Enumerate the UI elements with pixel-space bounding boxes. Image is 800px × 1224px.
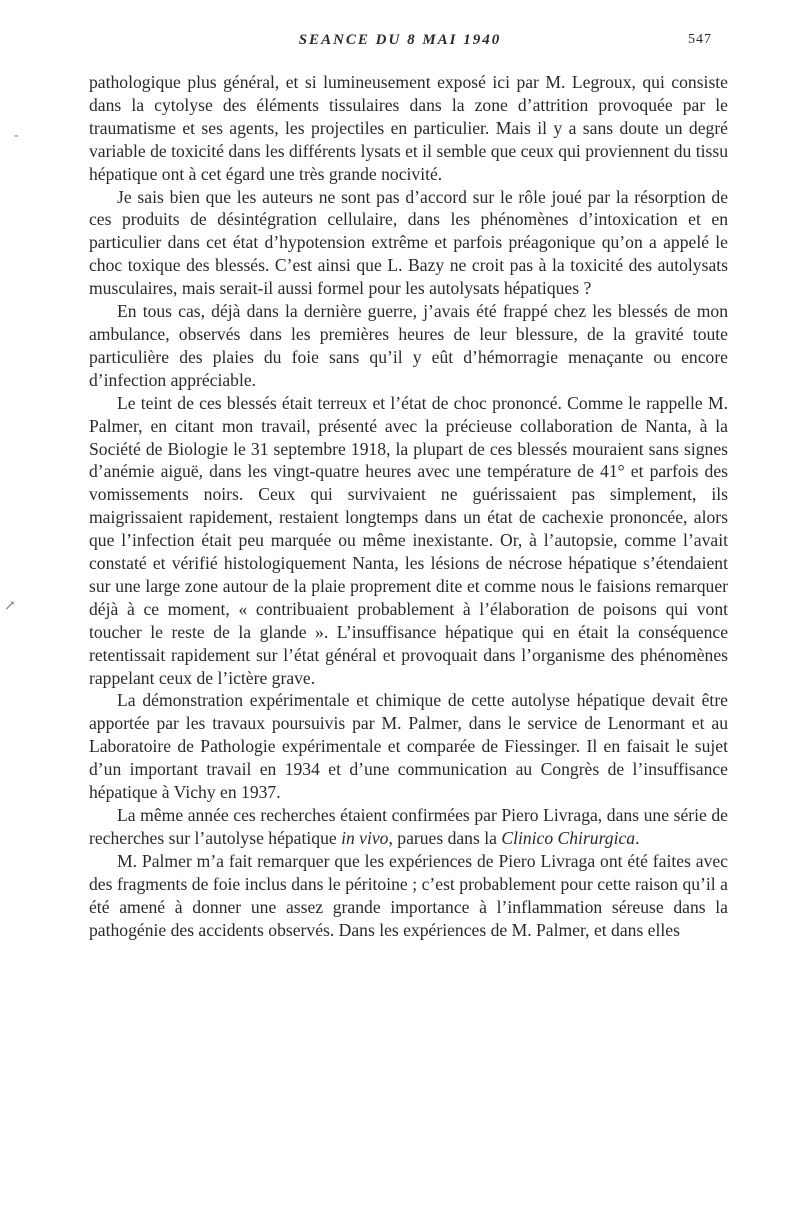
page-number: 547 xyxy=(688,32,712,47)
running-head: SEANCE DU 8 MAI 1940 xyxy=(298,32,502,48)
paragraph-3: En tous cas, déjà dans la dernière guerre, j’avais été frappé chez les blessés de mon ambulance, observés dans les premières heures de leur blessure, de la gravité toute particulière des plaies du foie sans qu’il y eût d’hémorragie menaçante ou encore d’infection appréciable. xyxy=(89,301,728,390)
article-body xyxy=(89,71,728,941)
paragraph-7: M. Palmer m’a fait remarquer que les expériences de Piero Livraga ont été faites avec des fragments de foie inclus dans le péritoine ; c’est probablement pour cette raison qu’il a été amené à donner une assez grande importance à l’inflammation séreuse dans la pathogénie des accidents observés. Dans les expériences de M. Palmer, et dans elles xyxy=(89,850,728,940)
paragraph-4: Le teint de ces blessés était terreux et l’état de choc prononcé. Comme le rappelle M. Palmer, en citant mon travail, présenté avec la précieuse collaboration de Nanta, à la Société de Biologie le 31 septembre 1918, la plupart de ces blessés mouraient sans signes d’anémie aiguë, dans les vingt-quatre heures avec une température de 41° et parfois des vomissements noirs. Ceux qui survivaient ne guérissaient pas simplement, ils maigrissaient rapidement, restaient longtemps dans un état de cachexie prononcée, alors que l’infection était peu marquée ou même inexistante. Or, à l’autopsie, comme l’avait constaté et vérifié histologiquement Nanta, les lésions de nécrose hépatique s’étendaient sur une large zone autour de la plaie proprement dite et comme nous le faisions remarquer déjà à ce moment, « contribuaient probablement à l’élaboration de poisons qui vont toucher le reste de la glande ». L’insuffisance hépatique qui en était la conséquence retentissait rapidement sur l’état général et provoquait dans l’organisme des phénomènes rappelant ceux de l’ictère grave. xyxy=(89,392,728,688)
paragraph-6 xyxy=(89,804,728,850)
paragraph-1: pathologique plus général, et si lumineusement exposé ici par M. Legroux, qui consiste dans la cytolyse des éléments tissulaires dans la zone d’attrition provoquée par le traumatisme et ses agents, les projectiles en particulier. Mais il y a sans doute un degré variable de toxicité dans les différents lysats et il semble que ceux qui proviennent du tissu hépatique ont à cet égard une très grande nocivité. xyxy=(89,72,728,184)
page-header xyxy=(0,32,800,56)
paragraph-6-text-a: La même année ces recherches étaient confirmées par Piero Livraga, dans une série de recherches sur l’autolyse hépatique xyxy=(89,805,728,848)
paragraph-2: Je sais bien que les auteurs ne sont pas d’accord sur le rôle joué par la résorption de ces produits de désintégration cellulaire, dans les phénomènes d’intoxication et en particulier dans cet état d’hypotension extrême et parfois préagonique qu’on a appelé le choc toxique des blessés. C’est ainsi que L. Bazy ne croit pas à la toxicité des autolysats musculaires, mais serait-il aussi formel pour les autolysats hépatiques ? xyxy=(89,186,728,299)
paragraph-6-italic-journal: Clinico Chirurgica xyxy=(501,827,636,848)
margin-dash-mark: - xyxy=(14,128,19,143)
paragraph-5: La démonstration expérimentale et chimique de cette autolyse hépatique devait être apportée par les travaux poursuivis par M. Palmer, dans le service de Lenormant et au Laboratoire de Pathologie expérimentale et comparée de Fiessinger. Il en faisait le sujet d’un important travail en 1934 et d’une communication au Congrès de l’insuffisance hépatique à Vichy en 1937. xyxy=(89,690,728,803)
paragraph-6-italic-in-vivo: in vivo xyxy=(341,827,389,848)
margin-tick-mark: ↗ xyxy=(4,599,16,614)
paragraph-6-text-c: . xyxy=(635,827,640,848)
paragraph-6-text-b: , parues dans la xyxy=(388,827,502,848)
